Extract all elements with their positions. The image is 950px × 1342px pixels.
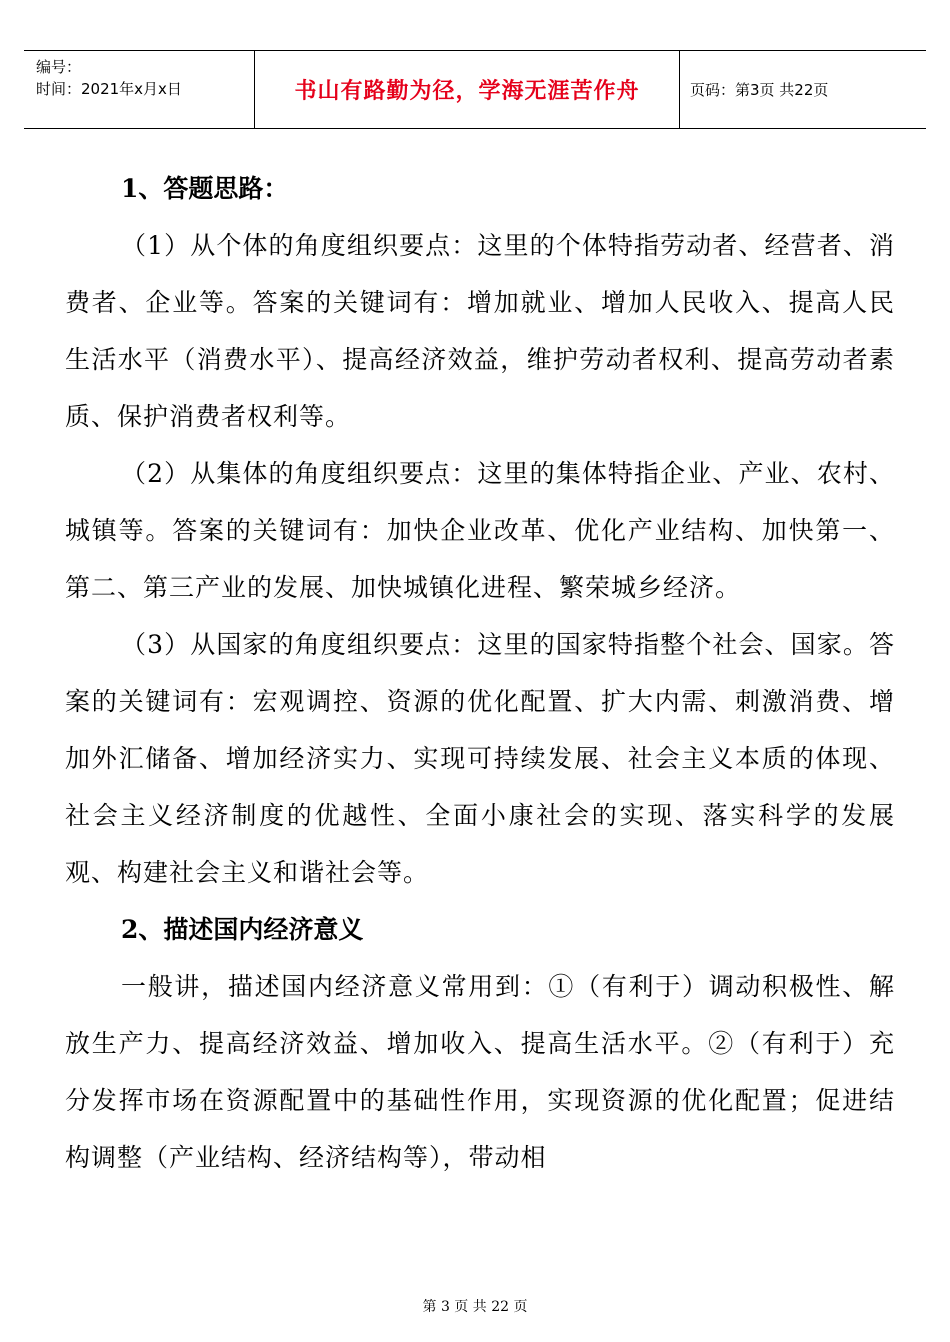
paragraph-economic-significance: 一般讲，描述国内经济意义常用到：①（有利于）调动积极性、解放生产力、提高经济效益、增加收入、提高生活水平。②（有利于）充分发挥市场在资源配置中的基础性作用，实现资源的优化配置；促进结构调整（产业结构、经济结构等），带动相	[65, 972, 895, 1172]
document-number-label: 编号：	[36, 58, 82, 76]
section-heading-1: 1、答题思路：	[121, 174, 289, 203]
paragraph-collective: （2）从集体的角度组织要点：这里的集体特指企业、产业、农村、城镇等。答案的关键词有：加快企业改革、优化产业结构、加快第一、第二、第三产业的发展、加快城镇化进程、繁荣城乡经济。	[65, 459, 895, 602]
paragraph-national: （3）从国家的角度组织要点：这里的国家特指整个社会、国家。答案的关键词有：宏观调控、资源的优化配置、扩大内需、刺激消费、增加外汇储备、增加经济实力、实现可持续发展、社会主义本质的体现、社会主义经济制度的优越性、全面小康社会的实现、落实科学的发展观、构建社会主义和谐社会等。	[65, 630, 895, 887]
header-motto-cell	[254, 51, 680, 128]
header-motto: 书山有路勤为径，学海无涯苦作舟	[294, 79, 640, 104]
paragraph-individual: （1）从个体的角度组织要点：这里的个体特指劳动者、经营者、消费者、企业等。答案的关键词有：增加就业、增加人民收入、提高人民生活水平（消费水平）、提高经济效益，维护劳动者权利、提高劳动者素质、保护消费者权利等。	[65, 231, 895, 431]
document-time-label: 时间：2021年x月x日	[36, 80, 182, 98]
page-header	[24, 50, 926, 129]
header-page-info: 页码：第3页 共22页	[690, 80, 829, 99]
header-page-cell	[680, 51, 926, 128]
page-footer: 第 3 页 共 22 页	[422, 1299, 528, 1315]
document-body	[65, 160, 895, 1186]
header-meta	[24, 51, 254, 128]
section-heading-2: 2、描述国内经济意义	[121, 915, 364, 944]
